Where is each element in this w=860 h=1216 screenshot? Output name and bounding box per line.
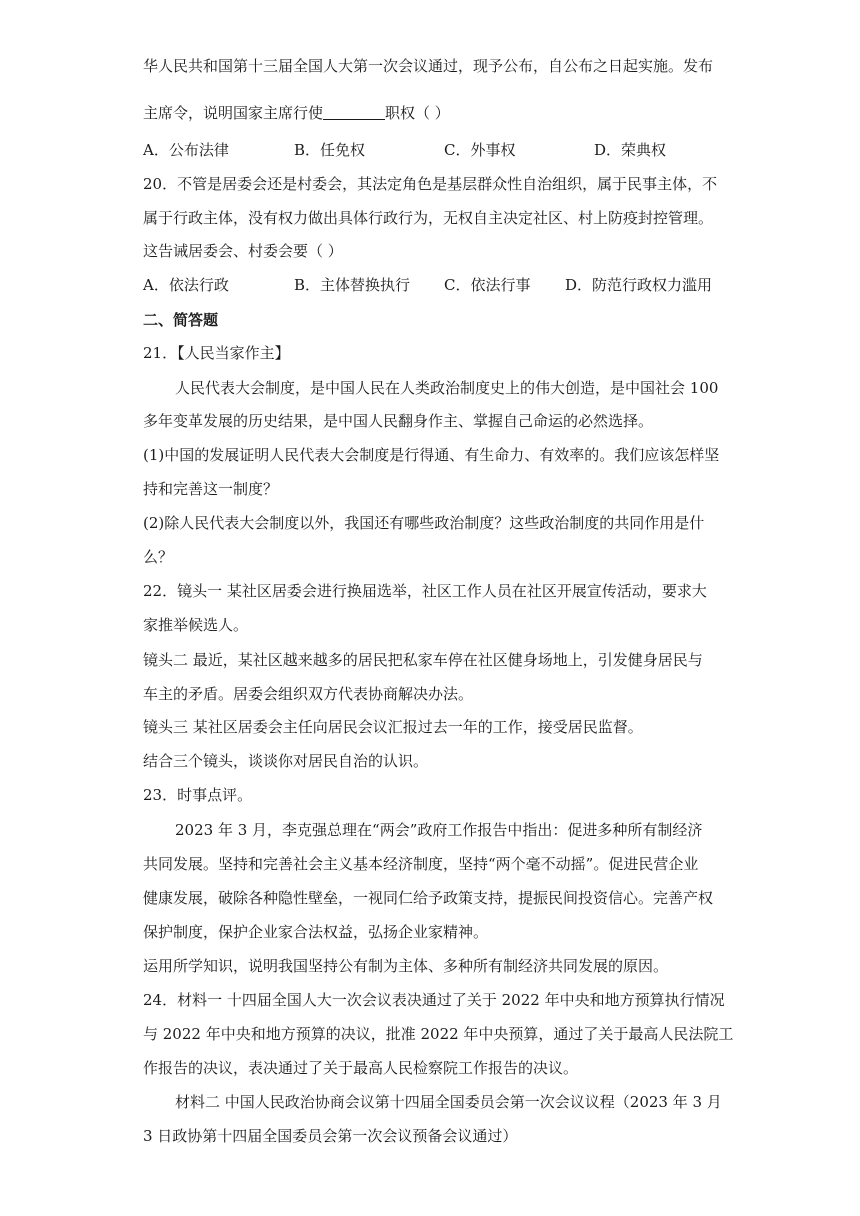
q21-subquestion-2b: 么？ bbox=[143, 548, 174, 566]
q20-line-1: 20．不管是居委会还是村委会，其法定角色是基层群众性自治组织，属于民事主体，不 bbox=[143, 175, 718, 193]
q22-line-2: 家推举候选人。 bbox=[143, 616, 249, 634]
q19-option-c: C．外事权 bbox=[444, 141, 516, 159]
q20-option-d: D．防范行政权力滥用 bbox=[565, 276, 713, 294]
q22-line-5: 镜头三 某社区居委会主任向居民会议汇报过去一年的工作，接受居民监督。 bbox=[143, 718, 643, 736]
q22-line-4: 车主的矛盾。居委会组织双方代表协商解决办法。 bbox=[143, 685, 474, 703]
q24-line-1: 24．材料一 十四届全国人大一次会议表决通过了关于 2022 年中央和地方预算执行情况 bbox=[143, 991, 725, 1009]
q19-line-1: 华人民共和国第十三届全国人大第一次会议通过，现予公布，自公布之日起实施。发布 bbox=[143, 57, 714, 75]
q20-option-b: B．主体替换执行 bbox=[294, 276, 411, 294]
section-title: 二、简答题 bbox=[143, 311, 219, 329]
q19-line-2-post: 职权（ ） bbox=[385, 104, 450, 122]
q19-option-d: D．荣典权 bbox=[594, 141, 667, 159]
q24-line-4: 材料二 中国人民政治协商会议第十四届全国委员会第一次会议议程（2023 年 3 月 bbox=[175, 1093, 722, 1111]
q23-paragraph-1: 2023 年 3 月，李克强总理在“两会”政府工作报告中指出：促进多种所有制经济 bbox=[175, 821, 703, 839]
q24-line-3: 作报告的决议，表决通过了关于最高人民检察院工作报告的决议。 bbox=[143, 1059, 579, 1077]
q21-paragraph-2: 多年变革发展的历史结果，是中国人民翻身作主、掌握自己命运的必然选择。 bbox=[143, 412, 654, 430]
q19-line-2-pre: 主席令，说明国家主席行使 bbox=[143, 104, 324, 122]
q21-subquestion-1b: 持和完善这一制度？ bbox=[143, 480, 279, 498]
q20-line-2: 属于行政主体，没有权力做出具体行政行为，无权自主决定社区、村上防疫封控管理。 bbox=[143, 209, 714, 227]
q19-option-a: A．公布法律 bbox=[143, 141, 229, 159]
q22-line-1: 22．镜头一 某社区居委会进行换届选举，社区工作人员在社区开展宣传活动，要求大 bbox=[143, 582, 707, 600]
q24-line-5: 3 日政协第十四届全国委员会第一次会议预备会议通过） bbox=[143, 1127, 518, 1145]
q20-line-3: 这告诫居委会、村委会要（ ） bbox=[143, 242, 343, 260]
q19-line-2 bbox=[143, 103, 450, 123]
answer-blank bbox=[323, 104, 385, 120]
q21-subquestion-1a: (1)中国的发展证明人民代表大会制度是行得通、有生命力、有效率的。我们应该怎样坚 bbox=[143, 446, 720, 464]
q23-question: 运用所学知识，说明我国坚持公有制为主体、多种所有制经济共同发展的原因。 bbox=[143, 957, 669, 975]
q23-title: 23．时事点评。 bbox=[143, 786, 253, 804]
q20-option-a: A．依法行政 bbox=[143, 276, 229, 294]
q21-paragraph-1: 人民代表大会制度，是中国人民在人类政治制度史上的伟大创造，是中国社会 100 bbox=[175, 379, 719, 397]
q23-paragraph-3: 健康发展，破除各种隐性壁垒，一视同仁给予政策支持，提振民间投资信心。完善产权 bbox=[143, 889, 714, 907]
q24-line-2: 与 2022 年中央和地方预算的决议，批准 2022 年中央预算，通过了关于最高人民法院工 bbox=[143, 1025, 734, 1043]
q22-line-6: 结合三个镜头，谈谈你对居民自治的认识。 bbox=[143, 752, 429, 770]
q23-paragraph-2: 共同发展。坚持和完善社会主义基本经济制度，坚持“两个毫不动摇”。促进民营企业 bbox=[143, 855, 699, 873]
q23-paragraph-4: 保护制度，保护企业家合法权益，弘扬企业家精神。 bbox=[143, 923, 489, 941]
q20-option-c: C．依法行事 bbox=[444, 276, 531, 294]
q21-subquestion-2a: (2)除人民代表大会制度以外，我国还有哪些政治制度？这些政治制度的共同作用是什 bbox=[143, 514, 705, 532]
q19-option-b: B．任免权 bbox=[294, 141, 366, 159]
q21-title: 21．【人民当家作主】 bbox=[143, 344, 290, 362]
q22-line-3: 镜头二 最近，某社区越来越多的居民把私家车停在社区健身场地上，引发健身居民与 bbox=[143, 651, 703, 669]
